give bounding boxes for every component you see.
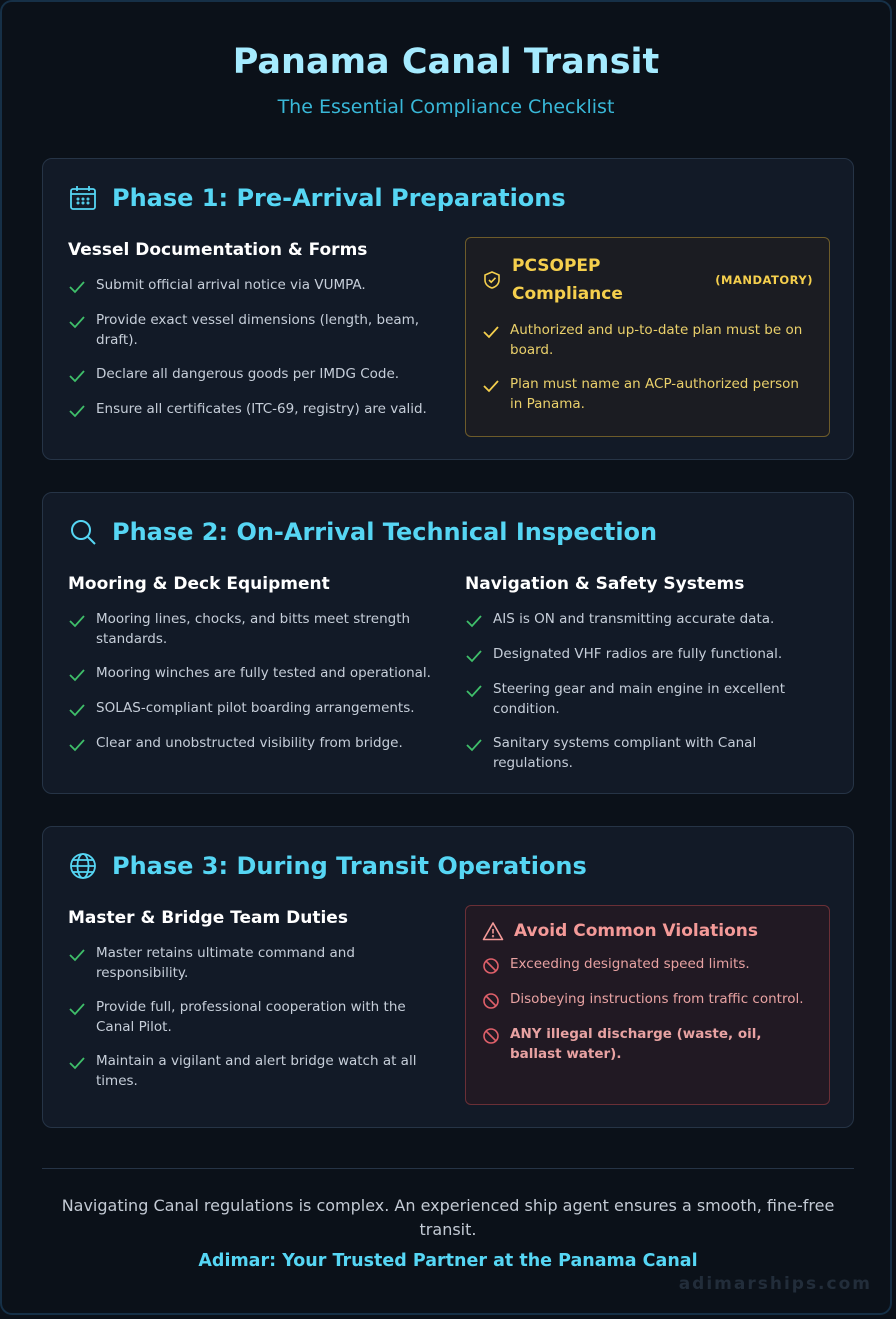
phase-1-card [42, 158, 854, 460]
pcsopep-title: PCSOPEP Compliance [512, 256, 623, 304]
page-title: Panama Canal Transit [232, 42, 660, 82]
check-icon [465, 647, 483, 665]
checklist-item: Designated VHF radios are fully functional. [465, 644, 830, 665]
phase-2-left-column [68, 573, 438, 768]
phase-3-title: Phase 3: During Transit Operations [112, 852, 587, 880]
check-icon [68, 701, 86, 719]
violations-header [482, 920, 813, 942]
checklist [465, 609, 830, 773]
footer-divider [42, 1168, 854, 1169]
phase-3-header [68, 851, 587, 881]
checklist [68, 609, 438, 754]
checklist-item: Mooring winches are fully tested and operational. [68, 663, 438, 684]
section-title: Navigation & Safety Systems [465, 574, 745, 594]
checklist-item: SOLAS-compliant pilot boarding arrangements. [68, 698, 438, 719]
footer-brand: Adimar: Your Trusted Partner at the Panama Canal [198, 1251, 698, 1271]
shield-check-icon [482, 270, 502, 290]
violations-list [482, 954, 813, 1064]
violations-title: Avoid Common Violations [514, 921, 759, 941]
mandatory-badge: (MANDATORY) [715, 273, 813, 287]
checklist-item: Submit official arrival notice via VUMPA. [68, 275, 438, 296]
checklist-item: Sanitary systems compliant with Canal regulations. [465, 733, 830, 773]
calendar-icon [68, 183, 98, 213]
phase-1-header [68, 183, 566, 213]
footer-text: Navigating Canal regulations is complex. An experienced ship agent ensures a smooth, fine-free transit. [61, 1196, 835, 1239]
phase-2-title: Phase 2: On-Arrival Technical Inspection [112, 518, 658, 546]
violation-item: Exceeding designated speed limits. [482, 954, 813, 975]
check-icon [68, 278, 86, 296]
pcsopep-list [482, 320, 813, 414]
page-subtitle: The Essential Compliance Checklist [277, 96, 615, 118]
checklist-item: Clear and unobstructed visibility from bridge. [68, 733, 438, 754]
pcsopep-item: Plan must name an ACP-authorized person in Panama. [482, 374, 813, 414]
phase-2-right-column [465, 573, 830, 787]
phase-1-title: Phase 1: Pre-Arrival Preparations [112, 184, 566, 212]
checklist-item: Master retains ultimate command and responsibility. [68, 943, 438, 983]
check-icon [68, 367, 86, 385]
checklist [68, 943, 438, 1091]
watermark: adimarships.com [678, 1274, 872, 1294]
warning-triangle-icon [482, 921, 504, 941]
prohibited-icon [482, 1027, 500, 1045]
checklist-item: AIS is ON and transmitting accurate data. [465, 609, 830, 630]
checklist-item: Provide exact vessel dimensions (length, beam, draft). [68, 310, 438, 350]
checklist-item: Provide full, professional cooperation with the Canal Pilot. [68, 997, 438, 1037]
phase-3-card [42, 826, 854, 1128]
prohibited-icon [482, 957, 500, 975]
violation-item: ANY illegal discharge (waste, oil, ballast water). [482, 1024, 813, 1064]
section-title: Mooring & Deck Equipment [68, 574, 330, 594]
violation-item: Disobeying instructions from traffic control. [482, 989, 813, 1010]
pcsopep-item: Authorized and up-to-date plan must be on board. [482, 320, 813, 360]
check-icon [465, 682, 483, 700]
checklist-item: Maintain a vigilant and alert bridge watch at all times. [68, 1051, 438, 1091]
checklist [68, 275, 438, 420]
section-title: Master & Bridge Team Duties [68, 908, 348, 928]
header [2, 2, 890, 119]
check-icon [68, 1054, 86, 1072]
violations-box [465, 905, 830, 1105]
check-icon [68, 666, 86, 684]
check-icon [68, 402, 86, 420]
pcsopep-box [465, 237, 830, 437]
section-title: Vessel Documentation & Forms [68, 240, 368, 260]
check-icon [68, 313, 86, 331]
phase-3-left-column [68, 907, 438, 1105]
prohibited-icon [482, 992, 500, 1010]
search-icon [68, 517, 98, 547]
check-icon [68, 1000, 86, 1018]
pcsopep-header [482, 252, 813, 308]
checklist-item: Steering gear and main engine in excellent condition. [465, 679, 830, 719]
check-icon [68, 612, 86, 630]
check-icon [465, 736, 483, 754]
checklist-item: Mooring lines, chocks, and bitts meet strength standards. [68, 609, 438, 649]
check-icon [482, 377, 500, 395]
phase-2-header [68, 517, 657, 547]
globe-icon [68, 851, 98, 881]
phase-1-left-column [68, 239, 438, 434]
check-icon [465, 612, 483, 630]
checklist-item: Ensure all certificates (ITC-69, registry) are valid. [68, 399, 438, 420]
check-icon [482, 323, 500, 341]
check-icon [68, 736, 86, 754]
phase-2-card [42, 492, 854, 794]
check-icon [68, 946, 86, 964]
checklist-item: Declare all dangerous goods per IMDG Code. [68, 364, 438, 385]
